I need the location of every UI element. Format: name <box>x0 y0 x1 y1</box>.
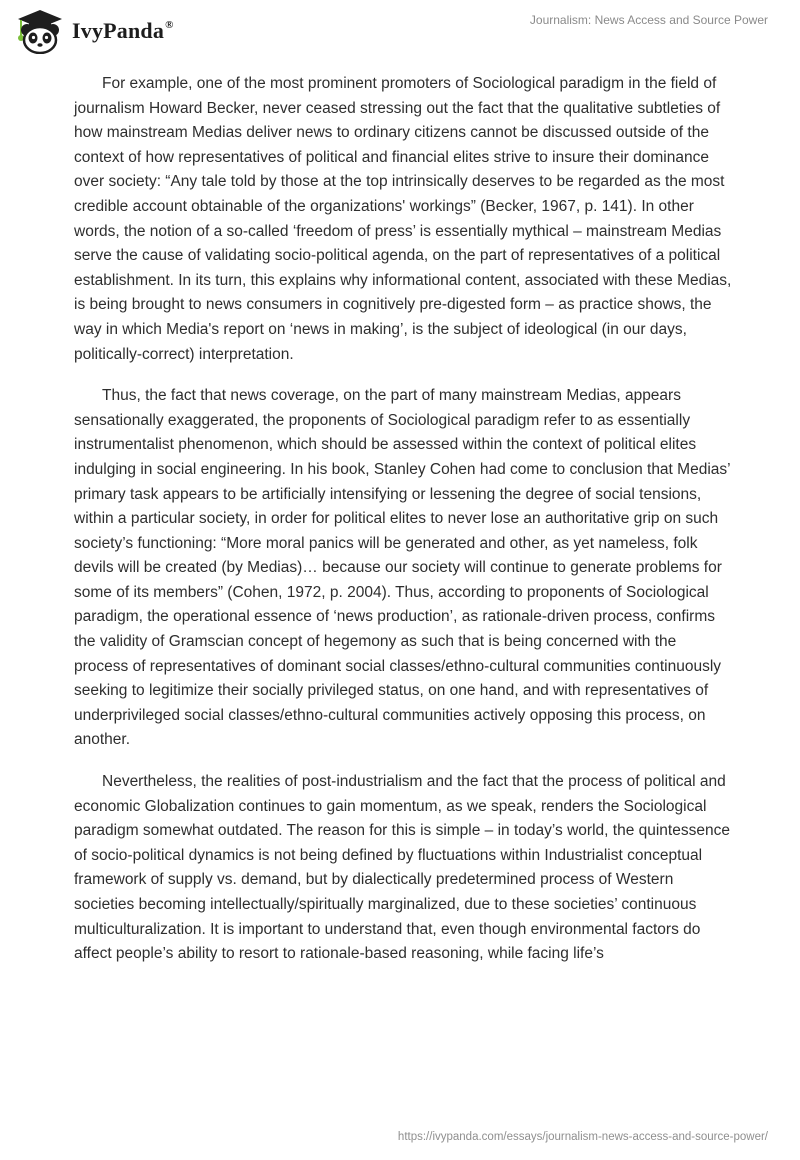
panda-graduation-cap-icon <box>14 8 66 54</box>
paragraph: Nevertheless, the realities of post-industrialism and the fact that the process of political and economic Globalization continues to gain momentum, as we speak, renders the Sociological paradigm somewhat outdated. The reason for this is simple – in today’s world, the quintessence of socio-political dynamics is not being defined by fluctuations within Industrialist conceptual framework of supply vs. demand, but by dialectically predetermined process of Western societies becoming intellectually/spiritually marginalized, due to these societies’ continuous multiculturalization. It is important to understand that, even though environmental factors do affect people’s ability to resort to rationale-based reasoning, while facing life’s <box>74 773 730 963</box>
document-title: Journalism: News Access and Source Power <box>529 13 768 27</box>
paragraph: For example, one of the most prominent promoters of Sociological paradigm in the field of journalism Howard Becker, never ceased stressing out the fact that the qualitative subtleties of how mainstream Medias deliver news to ordinary citizens cannot be discussed outside of the context of how representatives of political and financial elites strive to insure their dominance over society: “Any tale told by those at the top intrinsically deserves to be regarded as the most credible account obtainable of the organizations' workings” (Becker, 1967, p. 141). In other words, the notion of a so-called ‘freedom of press’ is essentially mythical – mainstream Medias serve the cause of validating socio-political agenda, on the part of representatives of a political establishment. In its turn, this explains why informational content, associated with these Medias, is being brought to news consumers in cognitively pre-digested form – as practice shows, the way in which Media's report on ‘news in making’, is the subject of ideological (in our days, politically-correct) interpretation. <box>74 75 732 363</box>
footer-url[interactable]: https://ivypanda.com/essays/journalism-news-access-and-source-power/ <box>397 1131 768 1143</box>
paragraph: Thus, the fact that news coverage, on the part of many mainstream Medias, appears sensationally exaggerated, the proponents of Sociological paradigm refer to as essentially instrumentalist phenomenon, which should be assessed within the context of political elites indulging in social engineering. In his book, Stanley Cohen had come to conclusion that Medias’ primary task appears to be artificially intensifying or lessening the degree of social tensions, within a particular society, in order for political elites to never lose an authoritative grip on such society’s functioning: “More moral panics will be generated and other, as yet nameless, folk devils will be created (by Medias)… because our society will continue to generate problems for some of its members” (Cohen, 1972, p. 2004). Thus, according to proponents of Sociological paradigm, the operational essence of ‘news production’, as rationale-driven process, confirms the validity of Gramscian concept of hegemony as such that is being concerned with the process of representatives of dominant social classes/ethno-cultural communities continuously seeking to legitimize their socially privileged status, on one hand, and with representatives of underprivileged social classes/ethno-cultural communities actively opposing this process, on another. <box>74 387 731 749</box>
registered-mark: ® <box>165 19 174 31</box>
ivypanda-logo[interactable] <box>14 8 174 54</box>
brand-name: IvyPanda® <box>72 18 174 43</box>
essay-body <box>74 72 734 984</box>
page-header <box>0 0 800 64</box>
